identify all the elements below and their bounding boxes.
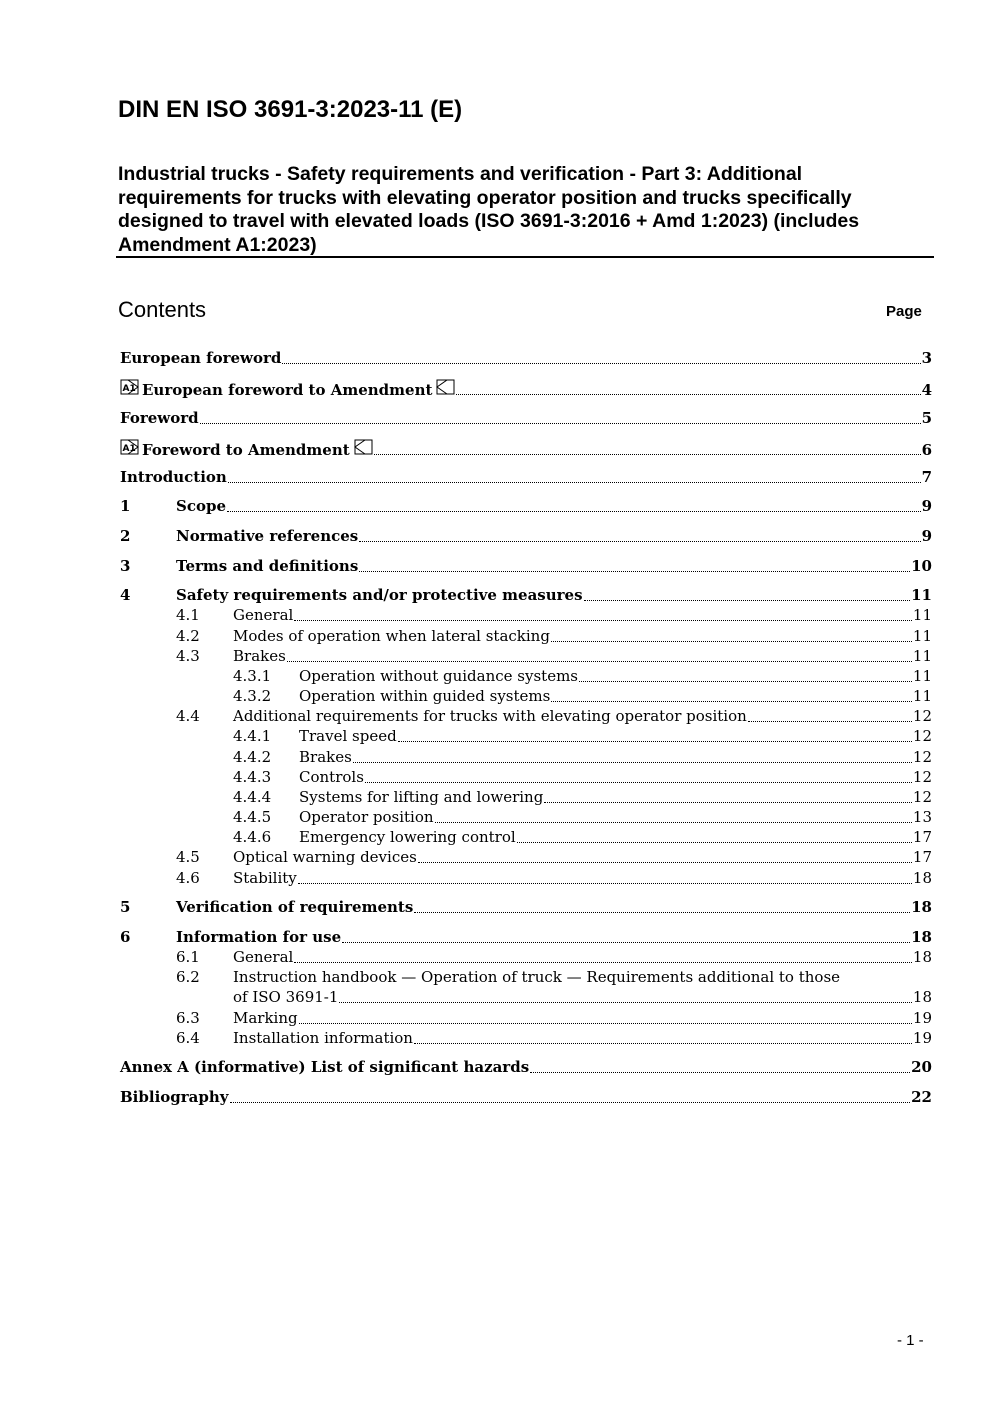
toc-section-number: 6.3 xyxy=(176,1009,200,1027)
toc-page-number: 18 xyxy=(912,988,932,1006)
toc-entry-label: Operator position xyxy=(299,808,434,826)
toc-page-number: 13 xyxy=(912,808,932,826)
toc-dot-leader xyxy=(414,912,910,913)
toc-dot-leader xyxy=(579,681,912,682)
amendment-end-marker-icon xyxy=(354,439,373,455)
toc-page-number: 10 xyxy=(911,557,932,575)
toc-dot-leader xyxy=(342,942,910,943)
toc-dot-leader xyxy=(359,541,920,542)
toc-entry-verification[interactable] xyxy=(120,897,932,917)
toc-entry-label: Controls xyxy=(299,768,364,786)
toc-dot-leader xyxy=(294,620,912,621)
toc-entry-foreword-amendment[interactable] xyxy=(120,439,932,459)
toc-section-number: 4 xyxy=(120,586,131,604)
amendment-marker-text: A1 xyxy=(122,384,136,394)
toc-entry-foreword[interactable] xyxy=(120,408,932,428)
toc-section-number: 6.4 xyxy=(176,1029,200,1047)
toc-entry-introduction[interactable] xyxy=(120,467,932,487)
toc-entry-label: Safety requirements and/or protective measures xyxy=(176,586,583,604)
toc-entry-label: General xyxy=(233,606,294,624)
toc-dot-leader xyxy=(456,394,920,395)
toc-entry-label-continued: of ISO 3691-1 xyxy=(233,988,339,1006)
toc-page-number: 12 xyxy=(912,768,932,786)
amendment-end-marker-icon xyxy=(436,379,455,395)
toc-section-number: 4.4.1 xyxy=(233,727,272,745)
toc-entry-label: Instruction handbook — Operation of truck — Requirements additional to those xyxy=(233,968,841,986)
title-divider xyxy=(116,256,934,258)
toc-section-number: 4.6 xyxy=(176,869,200,887)
toc-page-number: 11 xyxy=(912,647,932,665)
toc-dot-leader xyxy=(365,782,912,783)
toc-entry-4-4[interactable] xyxy=(120,706,932,726)
toc-dot-leader xyxy=(551,701,912,702)
toc-dot-leader xyxy=(517,842,912,843)
toc-entry-4-3-1[interactable] xyxy=(120,666,932,686)
toc-dot-leader xyxy=(227,511,921,512)
toc-section-number: 4.4.6 xyxy=(233,828,272,846)
toc-entry-6-2-continued[interactable] xyxy=(233,987,932,1007)
toc-entry-label: Operation without guidance systems xyxy=(299,667,578,685)
amendment-start-marker-icon xyxy=(120,439,139,455)
toc-entry-6-4[interactable] xyxy=(120,1028,932,1048)
toc-page-number: 5 xyxy=(921,409,932,427)
toc-page-number: 11 xyxy=(912,667,932,685)
toc-entry-6-2[interactable] xyxy=(120,967,932,987)
toc-section-number: 1 xyxy=(120,497,131,515)
toc-page-number: 17 xyxy=(912,828,932,846)
toc-entry-label: European foreword xyxy=(120,349,282,367)
toc-entry-label: Installation information xyxy=(233,1029,413,1047)
toc-section-number: 5 xyxy=(120,898,131,916)
toc-entry-safety-requirements[interactable] xyxy=(120,585,932,605)
toc-entry-label: Optical warning devices xyxy=(233,848,417,866)
toc-entry-4-4-5[interactable] xyxy=(120,807,932,827)
toc-entry-label: Modes of operation when lateral stacking xyxy=(233,627,550,645)
toc-page-number: 18 xyxy=(912,948,932,966)
toc-dot-leader xyxy=(230,1102,911,1103)
toc-entry-4-4-4[interactable] xyxy=(120,787,932,807)
toc-entry-4-4-3[interactable] xyxy=(120,767,932,787)
toc-entry-label: Verification of requirements xyxy=(176,898,414,916)
toc-dot-leader xyxy=(414,1043,912,1044)
toc-entry-label: General xyxy=(233,948,294,966)
toc-entry-4-2[interactable] xyxy=(120,626,932,646)
toc-page-number: 19 xyxy=(912,1029,932,1047)
toc-entry-6-3[interactable] xyxy=(120,1008,932,1028)
toc-dot-leader xyxy=(551,641,912,642)
toc-page-number: 17 xyxy=(912,848,932,866)
toc-page-number: 12 xyxy=(912,727,932,745)
toc-section-number: 3 xyxy=(120,557,131,575)
document-title: DIN EN ISO 3691-3:2023-11 (E) xyxy=(118,96,463,123)
toc-section-number: 6.2 xyxy=(176,968,200,986)
toc-entry-label: Bibliography xyxy=(120,1088,229,1106)
toc-page-number: 12 xyxy=(912,788,932,806)
toc-entry-4-4-2[interactable] xyxy=(120,747,932,767)
toc-dot-leader xyxy=(228,482,921,483)
toc-entry-6-1[interactable] xyxy=(120,947,932,967)
toc-entry-4-4-6[interactable] xyxy=(120,827,932,847)
toc-entry-label: Introduction xyxy=(120,468,227,486)
contents-heading: Contents xyxy=(118,297,207,322)
toc-dot-leader xyxy=(418,862,912,863)
toc-entry-european-foreword[interactable] xyxy=(120,348,932,368)
toc-page-number: 19 xyxy=(912,1009,932,1027)
toc-entry-normative-references[interactable] xyxy=(120,526,932,546)
toc-page-number: 9 xyxy=(921,527,932,545)
footer-page-number: - 1 - xyxy=(897,1332,924,1349)
toc-dot-leader xyxy=(544,802,912,803)
toc-entry-label: Terms and definitions xyxy=(176,557,359,575)
toc-section-number: 4.3.1 xyxy=(233,667,272,685)
toc-entry-4-3-2[interactable] xyxy=(120,686,932,706)
toc-dot-leader xyxy=(359,571,910,572)
toc-page-number: 4 xyxy=(921,381,932,399)
toc-section-number: 4.4.3 xyxy=(233,768,272,786)
toc-section-number: 4.2 xyxy=(176,627,200,645)
toc-entry-4-1[interactable] xyxy=(120,605,932,625)
toc-section-number: 4.4.4 xyxy=(233,788,272,806)
toc-section-number: 4.3 xyxy=(176,647,200,665)
toc-entry-label: Normative references xyxy=(176,527,359,545)
toc-page-number: 6 xyxy=(921,441,932,459)
toc-dot-leader xyxy=(435,822,912,823)
toc-dot-leader xyxy=(530,1072,910,1073)
toc-dot-leader xyxy=(353,762,912,763)
toc-entry-label: Additional requirements for trucks with elevating operator position xyxy=(233,707,747,725)
toc-entry-label: Foreword to Amendment xyxy=(142,441,350,459)
toc-entry-information-for-use[interactable] xyxy=(120,927,932,947)
toc-section-number: 4.5 xyxy=(176,848,200,866)
toc-page-number: 18 xyxy=(911,898,932,916)
toc-entry-4-6[interactable] xyxy=(120,868,932,888)
toc-page-number: 11 xyxy=(911,586,932,604)
toc-entry-bibliography[interactable] xyxy=(120,1087,932,1107)
toc-page-number: 22 xyxy=(911,1088,932,1106)
toc-dot-leader xyxy=(374,454,921,455)
toc-dot-leader xyxy=(287,661,912,662)
toc-entry-label: Systems for lifting and lowering xyxy=(299,788,544,806)
toc-section-number: 4.4 xyxy=(176,707,200,725)
toc-page-number: 18 xyxy=(911,928,932,946)
toc-page-number: 18 xyxy=(912,869,932,887)
toc-page-number: 12 xyxy=(912,707,932,725)
toc-page-number: 7 xyxy=(921,468,932,486)
amendment-start-marker-icon xyxy=(120,379,139,395)
amendment-marker-text: A1 xyxy=(122,444,136,454)
toc-section-number: 4.4.2 xyxy=(233,748,272,766)
toc-section-number: 4.3.2 xyxy=(233,687,272,705)
toc-entry-european-foreword-amendment[interactable] xyxy=(120,379,932,399)
toc-entry-scope[interactable] xyxy=(120,496,932,516)
toc-section-number: 2 xyxy=(120,527,131,545)
toc-entry-label: Brakes xyxy=(233,647,286,665)
toc-entry-4-4-1[interactable] xyxy=(120,726,932,746)
toc-entry-label: European foreword to Amendment xyxy=(142,381,433,399)
toc-entry-label: Foreword xyxy=(120,409,199,427)
toc-entry-4-5[interactable] xyxy=(120,847,932,867)
toc-entry-label: Marking xyxy=(233,1009,298,1027)
toc-page-number: 20 xyxy=(911,1058,932,1076)
toc-dot-leader xyxy=(282,363,920,364)
toc-page-number: 11 xyxy=(912,606,932,624)
toc-entry-label: Information for use xyxy=(176,928,342,946)
toc-entry-annex-a[interactable] xyxy=(120,1057,932,1077)
toc-dot-leader xyxy=(584,600,911,601)
toc-entry-label: Scope xyxy=(176,497,227,515)
toc-page-number: 11 xyxy=(912,687,932,705)
toc-entry-label: Emergency lowering control xyxy=(299,828,516,846)
toc-section-number: 4.1 xyxy=(176,606,200,624)
toc-page-number: 3 xyxy=(921,349,932,367)
toc-dot-leader xyxy=(294,962,912,963)
toc-entry-label: Brakes xyxy=(299,748,352,766)
toc-entry-terms-definitions[interactable] xyxy=(120,556,932,576)
toc-dot-leader xyxy=(200,423,921,424)
toc-dot-leader xyxy=(298,883,912,884)
toc-dot-leader xyxy=(339,1002,912,1003)
toc-dot-leader xyxy=(748,721,912,722)
toc-dot-leader xyxy=(299,1023,912,1024)
toc-entry-4-3[interactable] xyxy=(120,646,932,666)
toc-entry-label: Stability xyxy=(233,869,297,887)
toc-page-number: 12 xyxy=(912,748,932,766)
toc-entry-label: Travel speed xyxy=(299,727,397,745)
toc-section-number: 4.4.5 xyxy=(233,808,272,826)
document-subtitle: Industrial trucks - Safety requirements and verification - Part 3: Additional requirements for trucks with elevating operator position and trucks specifically designed to travel with elevated loads (ISO 3691-3:2016 + Amd 1:2023) (includes Amendment A1:2023) xyxy=(118,163,860,256)
toc-section-number: 6.1 xyxy=(176,948,200,966)
toc-entry-label: Annex A (informative) List of significant hazards xyxy=(120,1058,530,1076)
toc-page-number: 11 xyxy=(912,627,932,645)
toc-dot-leader xyxy=(398,741,912,742)
toc-page-number: 9 xyxy=(921,497,932,515)
page-column-label: Page xyxy=(886,303,922,320)
toc-section-number: 6 xyxy=(120,928,131,946)
toc-entry-label: Operation within guided systems xyxy=(299,687,551,705)
